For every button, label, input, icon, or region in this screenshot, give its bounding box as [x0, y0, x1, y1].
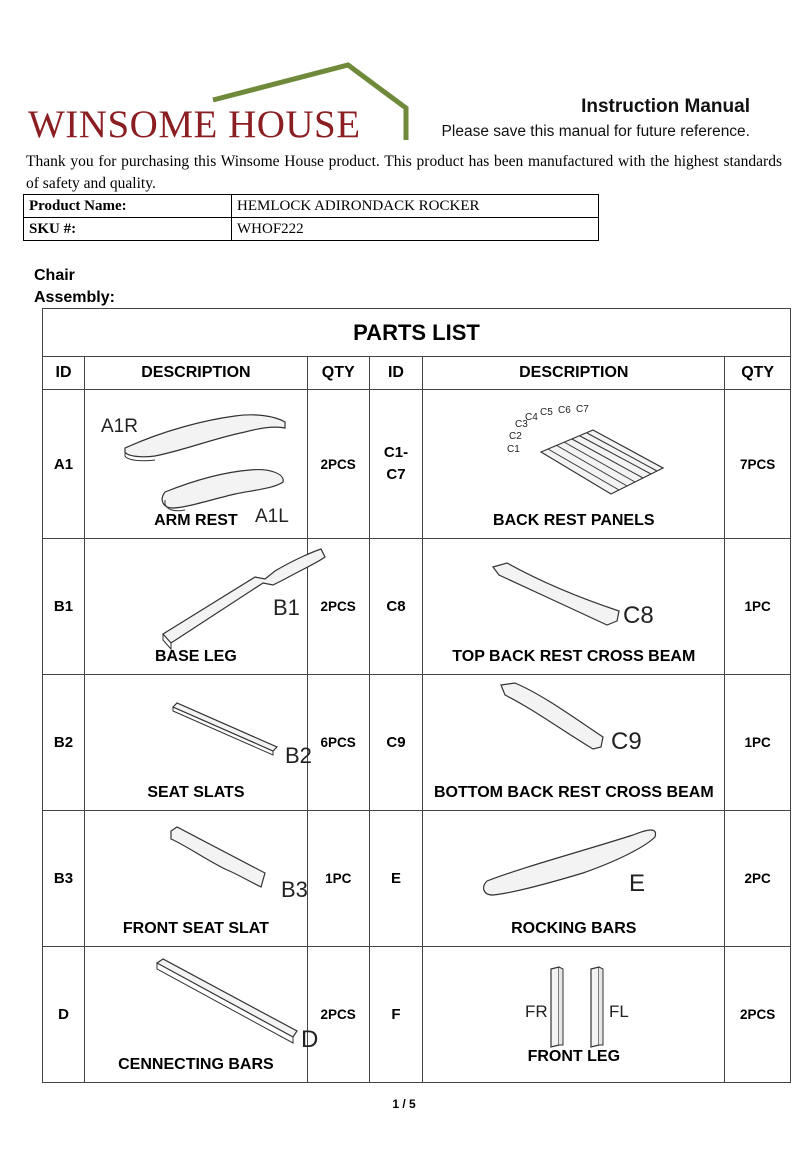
product-name-row — [24, 195, 599, 218]
part-description: ROCKING BARS — [511, 920, 637, 937]
parts-header-row — [43, 357, 791, 390]
part-description: FRONT LEG — [527, 1048, 621, 1065]
manual-subtitle: Please save this manual for future reference. — [441, 123, 750, 140]
part-tag: C4 — [525, 412, 539, 423]
part-qty: 1PC — [307, 811, 369, 947]
part-tag: C9 — [611, 728, 643, 755]
part-description: TOP BACK REST CROSS BEAM — [452, 648, 696, 665]
part-tag: D — [301, 1026, 319, 1053]
part-tag: C1 — [507, 444, 521, 455]
brand-logo — [28, 60, 418, 150]
part-tag: FL — [609, 1002, 630, 1021]
header-description: DESCRIPTION — [423, 357, 725, 390]
section-label: Chair Assembly: — [34, 267, 115, 306]
part-id: E — [369, 811, 423, 947]
part-tag: B1 — [273, 595, 300, 620]
part-qty: 7PCS — [725, 390, 791, 539]
intro-text: Thank you for purchasing this Winsome House product. This product has been manufactured with the highest standards of safety and quality. — [26, 153, 782, 192]
parts-list-title: PARTS LIST — [43, 309, 791, 357]
part-id: C9 — [369, 675, 423, 811]
part-description: FRONT SEAT SLAT — [122, 920, 269, 937]
part-qty: 2PC — [725, 811, 791, 947]
part-tag: C2 — [509, 431, 523, 442]
part-qty: 2PCS — [307, 947, 369, 1083]
part-qty: 1PC — [725, 539, 791, 675]
part-id: D — [43, 947, 85, 1083]
part-id: B3 — [43, 811, 85, 947]
header-qty: QTY — [307, 357, 369, 390]
brand-name: WINSOME HOUSE — [28, 103, 361, 146]
product-name-label: Product Name: — [24, 195, 232, 218]
part-qty: 6PCS — [307, 675, 369, 811]
part-id: C8 — [369, 539, 423, 675]
part-tag: A1L — [255, 506, 289, 527]
part-tag: A1R — [101, 416, 139, 437]
table-row — [43, 539, 791, 675]
header-id: ID — [43, 357, 85, 390]
table-row — [43, 947, 791, 1083]
part-tag: B2 — [285, 743, 312, 768]
part-qty: 2PCS — [307, 390, 369, 539]
header-qty: QTY — [725, 357, 791, 390]
sku-row — [24, 218, 599, 241]
sku-value: WHOF222 — [232, 218, 599, 241]
part-tag: B3 — [281, 877, 308, 902]
part-id: C1- C7 — [369, 390, 423, 539]
page-number: 1 / 5 — [392, 1097, 416, 1111]
part-qty: 2PCS — [725, 947, 791, 1083]
part-tag: C6 — [558, 405, 572, 416]
manual-title: Instruction Manual — [581, 96, 750, 117]
part-id: F — [369, 947, 423, 1083]
part-description: BOTTOM BACK REST CROSS BEAM — [433, 784, 714, 801]
part-tag: C7 — [576, 404, 590, 415]
table-row — [43, 811, 791, 947]
part-description: ARM REST — [154, 512, 238, 529]
part-qty: 1PC — [725, 675, 791, 811]
part-tag: C5 — [540, 407, 554, 418]
header-id: ID — [369, 357, 423, 390]
sku-label: SKU #: — [24, 218, 232, 241]
part-tag: E — [629, 870, 646, 897]
part-description: BASE LEG — [155, 648, 237, 665]
part-id: B1 — [43, 539, 85, 675]
product-info-table — [23, 194, 599, 241]
part-tag: C8 — [623, 602, 655, 629]
part-tag: C3 — [515, 419, 529, 430]
part-id: A1 — [43, 390, 85, 539]
part-qty: 2PCS — [307, 539, 369, 675]
part-id: B2 — [43, 675, 85, 811]
part-description: SEAT SLATS — [147, 784, 245, 801]
header-description: DESCRIPTION — [85, 357, 308, 390]
parts-list-table — [42, 308, 791, 1083]
part-description: BACK REST PANELS — [493, 512, 655, 529]
part-tag: FR — [525, 1002, 549, 1021]
table-row — [43, 390, 791, 539]
product-name-value: HEMLOCK ADIRONDACK ROCKER — [232, 195, 599, 218]
table-row — [43, 675, 791, 811]
part-description: CENNECTING BARS — [118, 1056, 274, 1073]
